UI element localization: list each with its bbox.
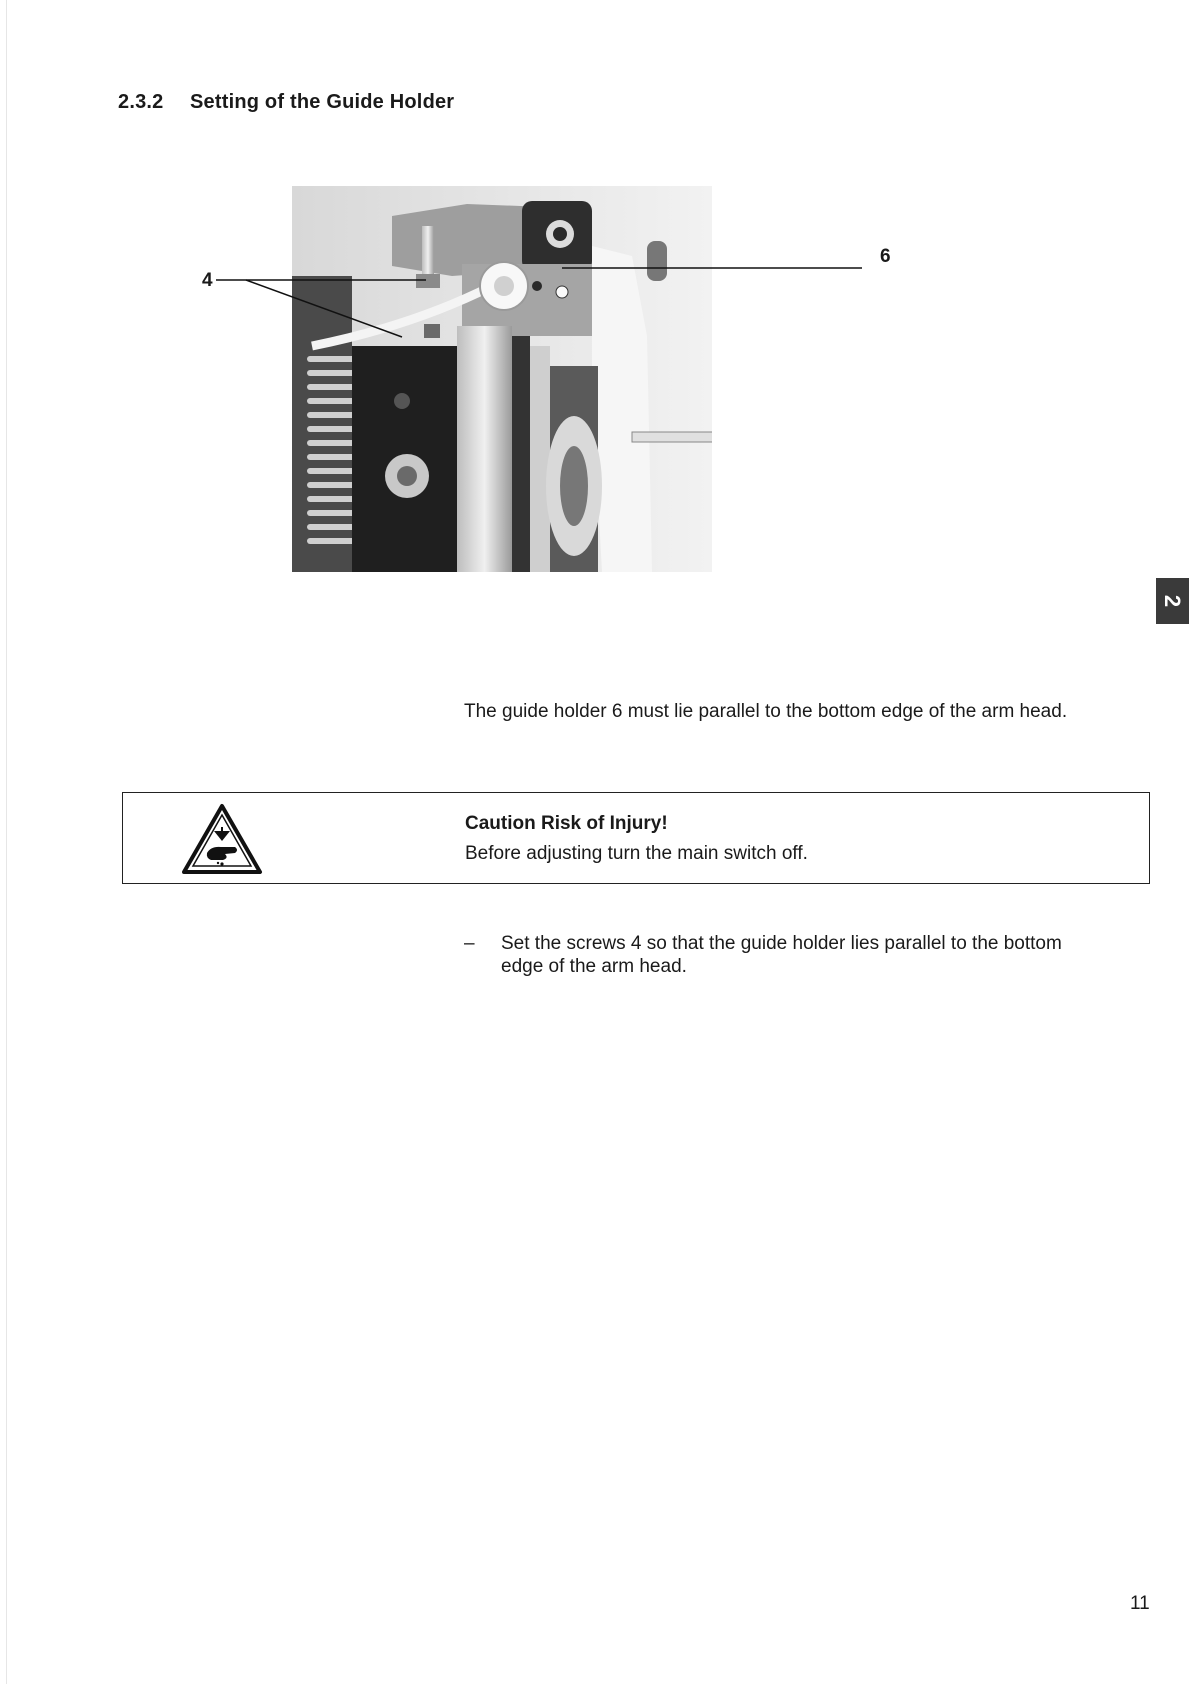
- section-number: 2.3.2: [118, 91, 164, 113]
- caution-box: [122, 792, 1150, 884]
- list-item-text: Set the screws 4 so that the guide holder lies parallel to the bottom edge of the arm head.: [501, 933, 1062, 977]
- callout-leader-6: [562, 260, 872, 280]
- callout-leader-4: [216, 272, 446, 342]
- callout-label-4: 4: [202, 270, 213, 291]
- page-number: 11: [1130, 1593, 1150, 1614]
- scan-edge-line: [6, 0, 7, 1684]
- caution-title: Caution Risk of Injury!: [465, 813, 668, 834]
- section-title: Setting of the Guide Holder: [190, 91, 455, 113]
- figure: [202, 246, 912, 592]
- chapter-tab-label: 2: [1160, 594, 1186, 608]
- section-heading: [118, 91, 454, 114]
- warning-hand-injury-icon: [181, 803, 263, 875]
- callout-label-6: 6: [880, 246, 891, 267]
- intro-paragraph: The guide holder 6 must lie parallel to the bottom edge of the arm head.: [464, 701, 1068, 722]
- list-bullet: –: [464, 933, 475, 954]
- chapter-tab: [1156, 578, 1189, 624]
- caution-text: Before adjusting turn the main switch off.: [465, 843, 808, 864]
- machine-photo: [292, 186, 712, 572]
